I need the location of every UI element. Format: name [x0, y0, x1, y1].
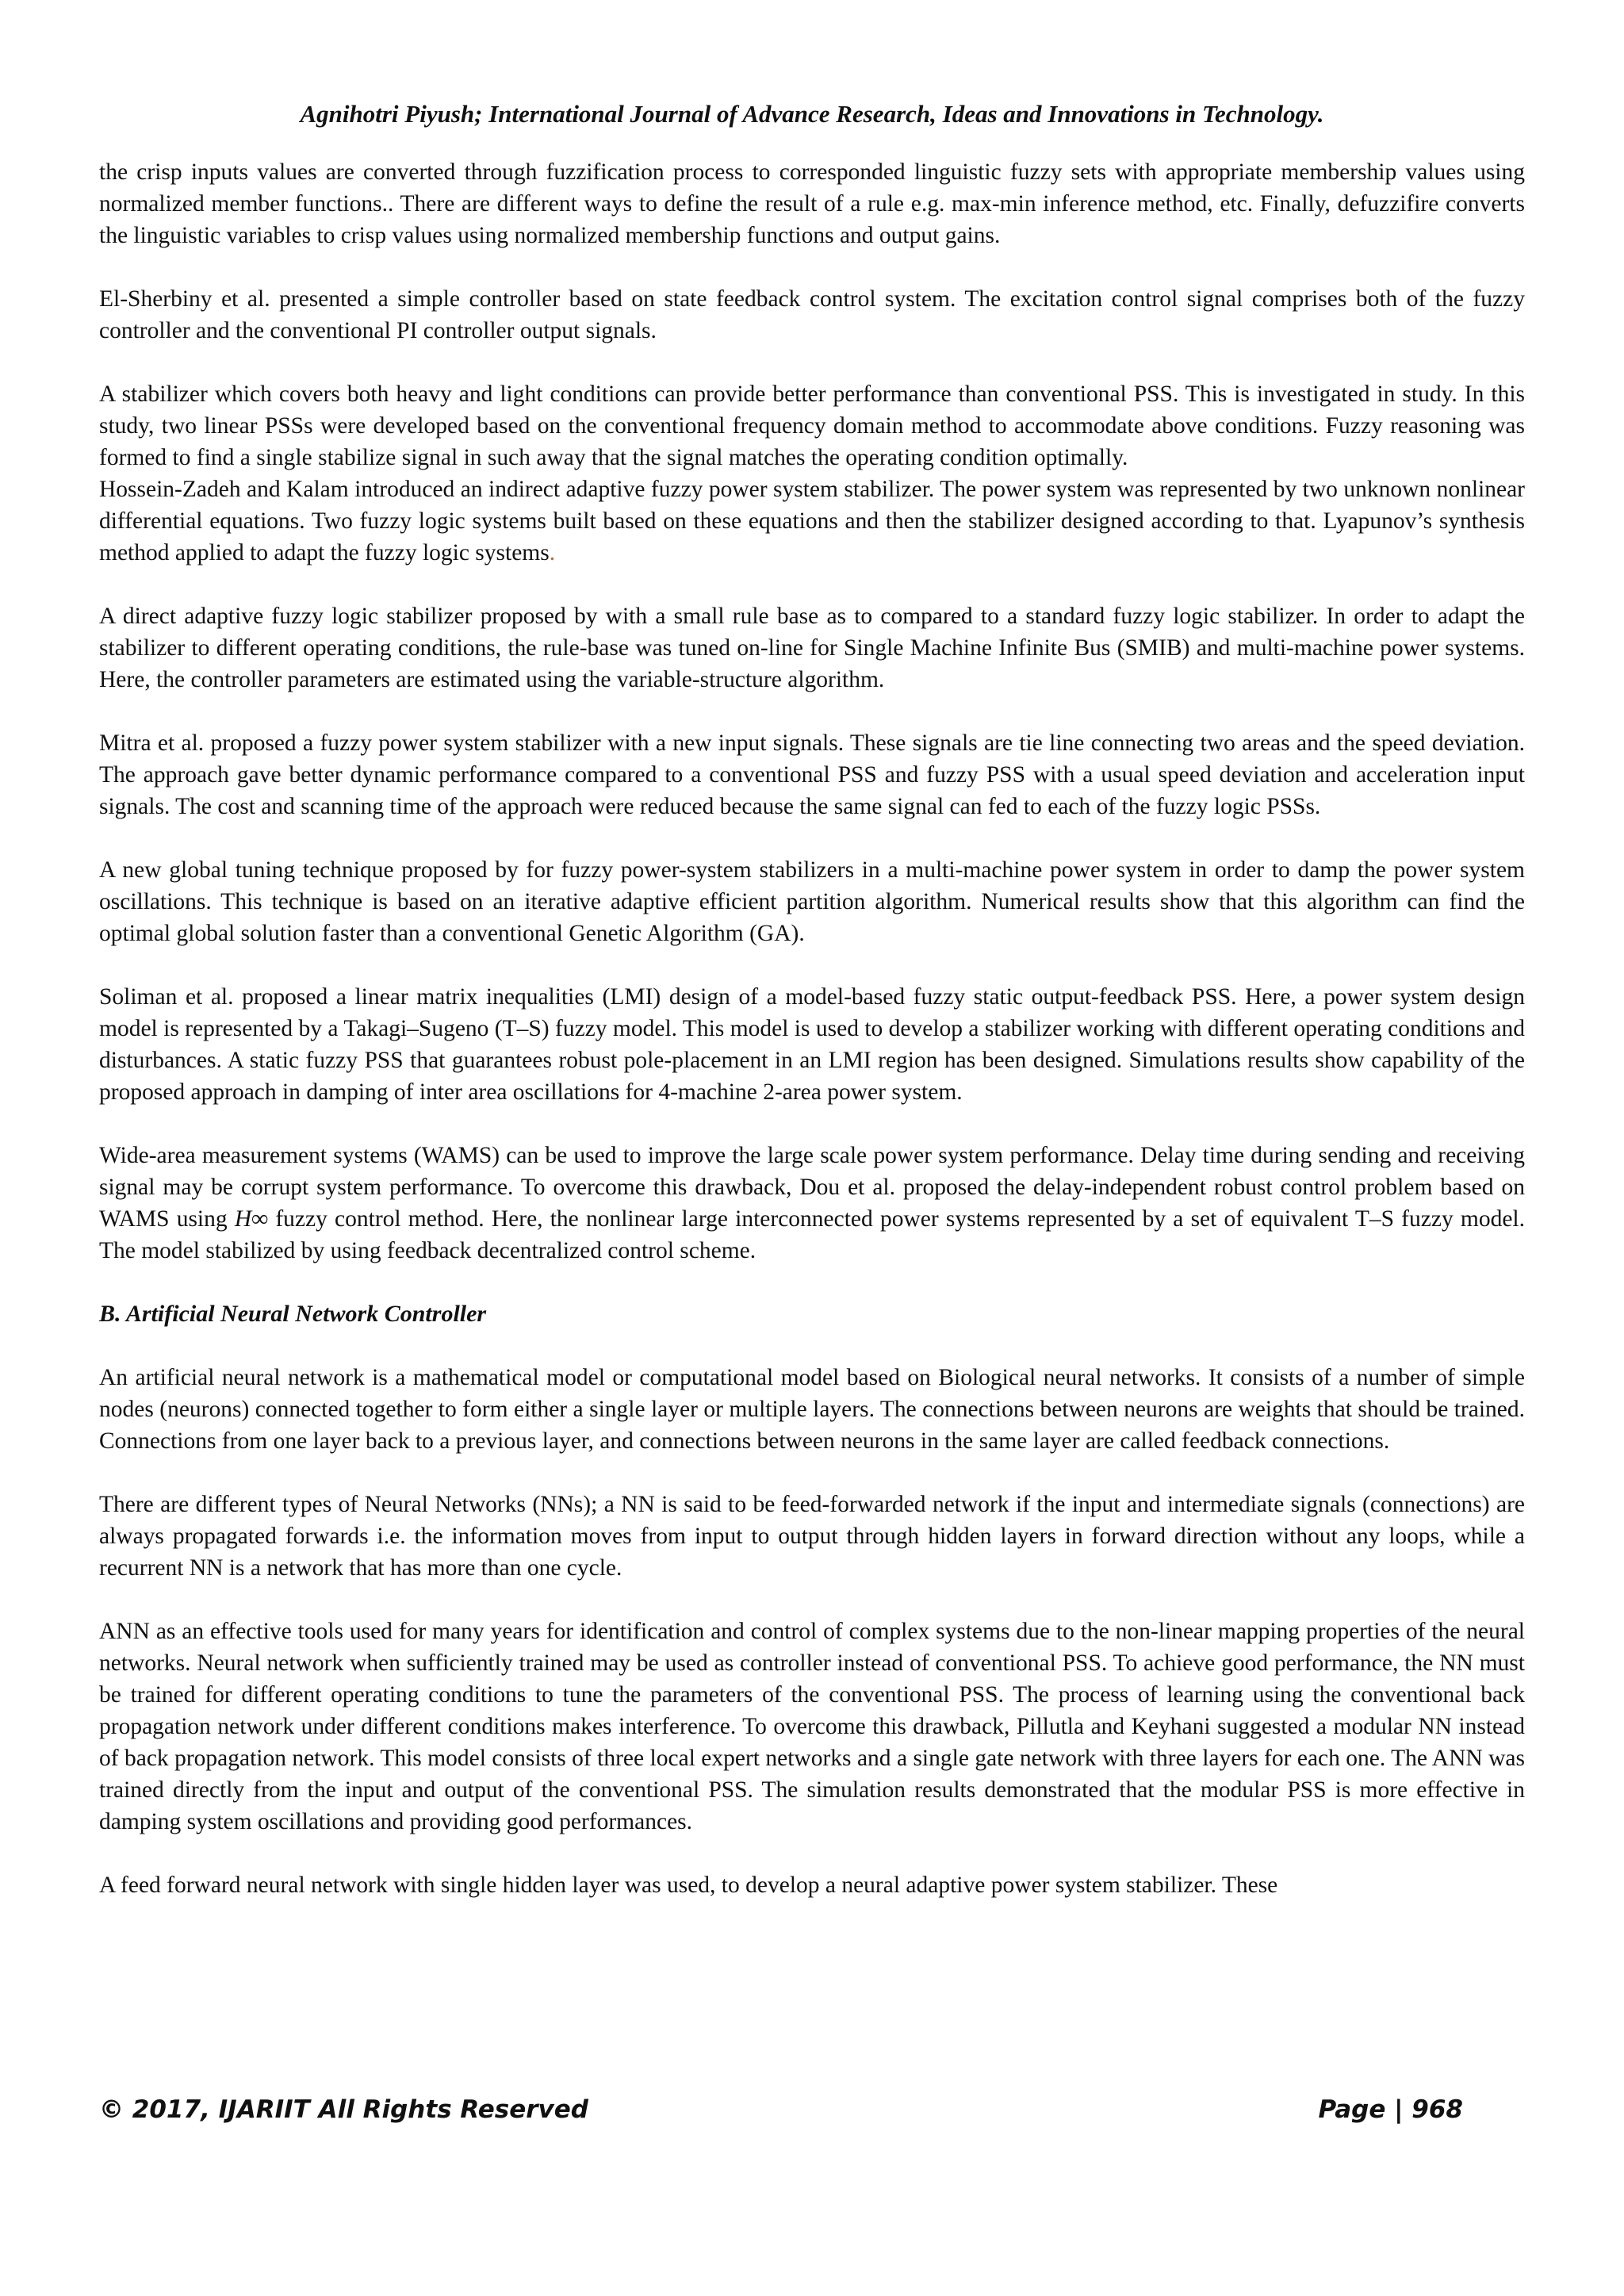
paragraph-el-sherbiny: El-Sherbiny et al. presented a simple controller based on state feedback control system. The excitation control signal comprises both of the fuzzy controller and the conventional PI controller output signals.: [99, 286, 1525, 343]
paragraph-hossein-zadeh: [99, 473, 1525, 569]
footer-copyright: © 2017, IJARIIT All Rights Reserved: [99, 2095, 588, 2124]
paragraph-fuzzification: the crisp inputs values are converted through fuzzification process to corresponded linguistic fuzzy sets with appropriate membership values using normalized member functions.. There are different ways to define the result of a rule e.g. max-min inference method, etc. Finally, defuzzifire converts the linguistic variables to crisp values using normalized membership functions and output gains.: [99, 159, 1525, 248]
section-heading-ann: B. Artificial Neural Network Controller: [99, 1301, 487, 1327]
paragraph-feed-forward: A feed forward neural network with single hidden layer was used, to develop a neural adaptive power system stabilizer. These: [99, 1872, 1278, 1898]
h-infinity-symbol: H∞: [234, 1206, 269, 1232]
paragraph-global-tuning: A new global tuning technique proposed by for fuzzy power-system stabilizers in a multi-machine power system in order to damp the power system oscillations. This technique is based on an iterative adaptive efficient partition algorithm. Numerical results show that this algorithm can find the optimal global solution faster than a conventional Genetic Algorithm (GA).: [99, 857, 1525, 946]
paragraph-ann-definition: An artificial neural network is a mathematical model or computational model based on Biological neural networks. It consists of a number of simple nodes (neurons) connected together to form either a single layer or multiple layers. The connections between neurons are weights that should be trained. Connections from one layer back to a previous layer, and connections between neurons in the same layer are called feedback connections.: [99, 1365, 1525, 1454]
paragraph-direct-adaptive: A direct adaptive fuzzy logic stabilizer proposed by with a small rule base as to compared to a standard fuzzy logic stabilizer. In order to adapt the stabilizer to different operating conditions, the rule-base was tuned on-line for Single Machine Infinite Bus (SMIB) and multi-machine power systems. Here, the controller parameters are estimated using the variable-structure algorithm.: [99, 604, 1525, 692]
page-footer: [99, 2094, 1463, 2125]
footer-page-number: Page | 968: [1318, 2095, 1463, 2124]
paragraph-ann-tools: ANN as an effective tools used for many years for identification and control of complex systems due to the non-linear mapping properties of the neural networks. Neural network when sufficiently trained may be used as controller instead of conventional PSS. To achieve good performance, the NN must be trained for different operating conditions to tune the parameters of the conventional PSS. The process of learning using the conventional back propagation network under different conditions makes interference. To overcome this drawback, Pillutla and Keyhani suggested a modular NN instead of back propagation network. This model consists of three local expert networks and a single gate network with three layers for each one. The ANN was trained directly from the input and output of the conventional PSS. The simulation results demonstrated that the modular PSS is more effective in damping system oscillations and providing good performances.: [99, 1619, 1525, 1834]
article-body: [99, 156, 1525, 1901]
paragraph-hossein-zadeh-text: Hossein-Zadeh and Kalam introduced an indirect adaptive fuzzy power system stabilizer. The power system was represented by two unknown nonlinear differential equations. Two fuzzy logic systems built based on these equations and then the stabilizer designed according to that. Lyapunov’s synthesis method applied to adapt the fuzzy logic systems: [99, 477, 1525, 565]
paragraph-wams-text-a: Wide-area measurement systems (WAMS) can be used to improve the large scale power system performance. Delay time during sending and receiving signal may be corrupt system performance. To overcome this drawback, Dou et al. proposed the delay-independent robust control problem based on WAMS using: [99, 1143, 1525, 1232]
paragraph-stabilizer-conditions: A stabilizer which covers both heavy and light conditions can provide better performance than conventional PSS. This is investigated in study. In this study, two linear PSSs were developed based on the conventional frequency domain method to accommodate above conditions. Fuzzy reasoning was formed to find a single stabilize signal in such away that the signal matches the operating condition optimally.: [99, 381, 1525, 470]
paragraph-wams-text-b: fuzzy control method. Here, the nonlinear large interconnected power systems represented by a set of equivalent T–S fuzzy model. The model stabilized by using feedback decentralized control scheme.: [99, 1206, 1525, 1263]
paragraph-wams: [99, 1140, 1525, 1267]
paragraph-soliman: Soliman et al. proposed a linear matrix inequalities (LMI) design of a model-based fuzzy static output-feedback PSS. Here, a power system design model is represented by a Takagi–Sugeno (T–S) fuzzy model. This model is used to develop a stabilizer working with different operating conditions and disturbances. A static fuzzy PSS that guarantees robust pole-placement in an LMI region has been designed. Simulations results show capability of the proposed approach in damping of inter area oscillations for 4-machine 2-area power system.: [99, 984, 1525, 1105]
paragraph-mitra: Mitra et al. proposed a fuzzy power system stabilizer with a new input signals. These signals are tie line connecting two areas and the speed deviation. The approach gave better dynamic performance compared to a conventional PSS and fuzzy PSS with a usual speed deviation and acceleration input signals. The cost and scanning time of the approach were reduced because the same signal can fed to each of the fuzzy logic PSSs.: [99, 730, 1525, 819]
running-header: Agnihotri Piyush; International Journal of Advance Research, Ideas and Innovations in Technology.: [300, 100, 1324, 128]
paragraph-nn-types: There are different types of Neural Networks (NNs); a NN is said to be feed-forwarded network if the input and intermediate signals (connections) are always propagated forwards i.e. the information moves from input to output through hidden layers in forward direction without any loops, while a recurrent NN is a network that has more than one cycle.: [99, 1492, 1525, 1581]
orange-period: .: [549, 540, 556, 565]
